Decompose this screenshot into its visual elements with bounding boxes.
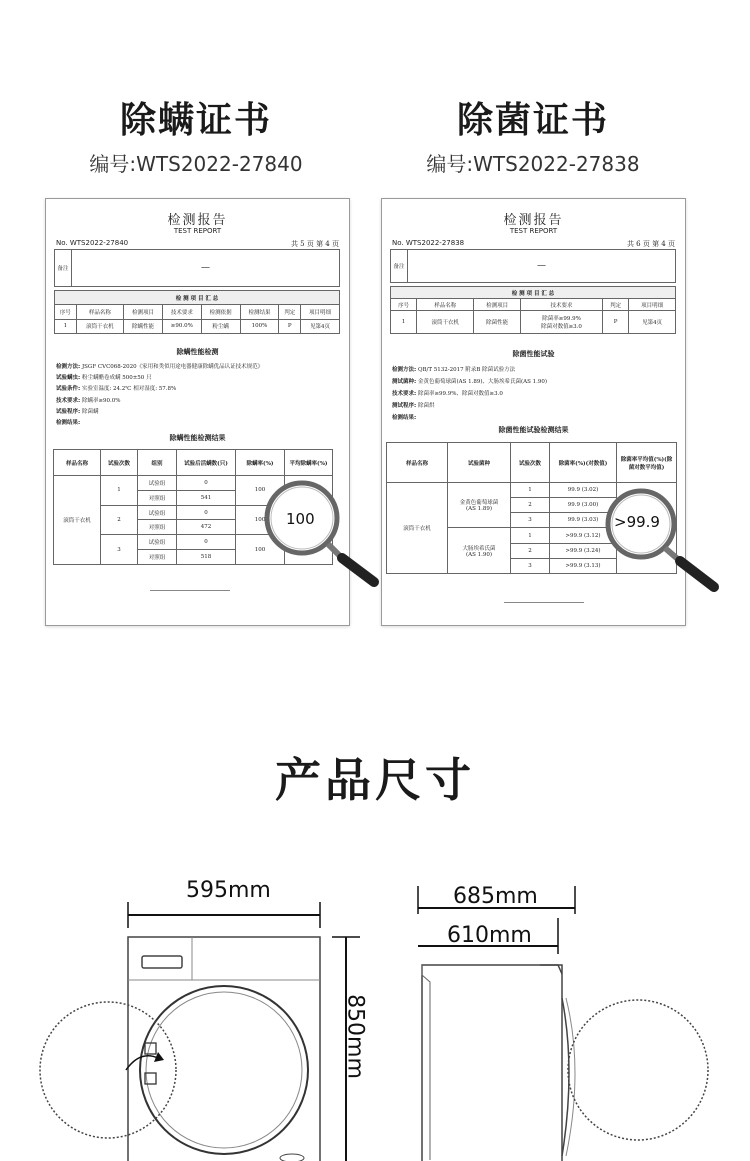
trial-number: 3 <box>101 535 138 565</box>
section-title: 除菌性能试验 <box>512 349 555 358</box>
line-value: 除菌螨 <box>81 409 99 415</box>
summary-cell: 1 <box>391 311 417 334</box>
sample-name: 滚筒干衣机 <box>387 483 448 574</box>
height-label: 850mm <box>342 994 368 1079</box>
kill-rate: >99.9 (3.13) <box>550 558 617 573</box>
cert-title-bacteria: 除菌证书 <box>456 100 609 141</box>
kill-rate: 99.9 (3.02) <box>550 483 617 498</box>
line-label: 测试菌种: <box>392 379 417 385</box>
sample-name: 滚筒干衣机 <box>54 476 101 565</box>
program-line <box>56 407 98 415</box>
dimensions-title: 产品尺寸 <box>275 753 475 807</box>
group-label: 对照组 <box>138 520 177 535</box>
summary-header: 判定 <box>603 299 629 311</box>
result-line <box>392 413 416 421</box>
line-value: JSGF CVC068-2020《家用和类似用途电器健康除螨优品认证技术规范》 <box>81 364 264 370</box>
group-label: 对照组 <box>138 490 177 505</box>
method-line <box>392 365 515 373</box>
cert-title-mite: 除螨证书 <box>119 100 272 141</box>
result-header: 除菌率平均值(%)(除菌对数平均值) <box>617 443 677 483</box>
mite-count: 541 <box>177 490 236 505</box>
result-header: 除螨率(%) <box>236 450 285 476</box>
summary-cell: 1 <box>55 319 77 333</box>
trial-number: 1 <box>101 476 138 506</box>
report-page: 共 6 页 第 4 页 <box>626 240 675 248</box>
summary-header: 项目明细 <box>629 299 676 311</box>
line-value: 除螨率≥90.0% <box>81 398 121 404</box>
trial-number: 1 <box>511 483 550 498</box>
magnified-value: >99.9 <box>614 513 660 531</box>
summary-table <box>390 286 676 334</box>
summary-cell: P <box>603 311 629 334</box>
signature-line <box>150 590 230 591</box>
requirement-line <box>56 396 121 404</box>
summary-table <box>54 290 340 334</box>
line-label: 试验螨虫: <box>56 375 81 381</box>
section-title: 除螨性能检测 <box>176 347 219 356</box>
trial-number: 2 <box>511 543 550 558</box>
summary-cell: ≥90.0% <box>162 319 201 333</box>
summary-cell: 除螨性能 <box>124 319 163 333</box>
summary-header: 样品名称 <box>417 299 474 311</box>
line-value: 实验室温度: 24.2℃ 相对湿度: 57.8% <box>81 386 177 392</box>
removal-rate: 100 <box>236 476 285 506</box>
line-label: 检测结果: <box>56 420 81 426</box>
trial-number: 2 <box>101 505 138 535</box>
result-line <box>56 418 80 426</box>
strain-code: (AS 1.89) <box>465 506 493 513</box>
summary-cell: P <box>279 319 301 333</box>
width-label: 595mm <box>186 878 271 903</box>
report-number: No. WTS2022-27840 <box>56 239 129 247</box>
trial-number: 3 <box>511 513 550 528</box>
kill-rate: 99.9 (3.00) <box>550 498 617 513</box>
summary-header: 项目明细 <box>301 305 340 319</box>
magnified-value: 100 <box>286 510 315 528</box>
line-label: 试验程序: <box>56 409 81 415</box>
strain-name <box>448 528 511 574</box>
report-title: 检测报告 <box>167 213 228 228</box>
line-value: 粉尘螨醋卷成螨 500±50 只 <box>81 375 152 381</box>
remark-value: — <box>72 250 340 287</box>
line-label: 检测方法: <box>392 367 417 373</box>
remark-value: — <box>408 250 676 283</box>
trial-number: 1 <box>511 528 550 543</box>
kill-rate: >99.9 (3.24) <box>550 543 617 558</box>
summary-cell: 见第4页 <box>301 319 340 333</box>
summary-cell: 除菌性能 <box>474 311 521 334</box>
removal-rate: 100 <box>236 535 285 565</box>
line-label: 试验条件: <box>56 386 81 392</box>
mite-count: 0 <box>177 476 236 491</box>
summary-cell: 粉尘螨 <box>201 319 240 333</box>
kill-rate: 99.9 (3.03) <box>550 513 617 528</box>
report-page: 共 5 页 第 4 页 <box>290 240 339 248</box>
mite-count: 0 <box>177 535 236 550</box>
summary-title: 检 测 项 目 汇 总 <box>55 291 340 305</box>
summary-header: 检测结果 <box>240 305 279 319</box>
result-header: 试验次数 <box>511 443 550 483</box>
result-header: 试验次数 <box>101 450 138 476</box>
front-view-diagram <box>30 880 370 1161</box>
line-label: 技术要求: <box>392 391 417 397</box>
magnifier-icon <box>604 487 726 597</box>
strain-label: 大肠埃希氏菌 <box>462 545 496 552</box>
summary-header: 判定 <box>279 305 301 319</box>
group-label: 试验组 <box>138 505 177 520</box>
result-header: 组别 <box>138 450 177 476</box>
strain-name <box>448 483 511 528</box>
depth-body-label: 610mm <box>447 923 532 948</box>
cert-number-bacteria: 编号:WTS2022-27838 <box>426 152 640 176</box>
result-header: 试验菌种 <box>448 443 511 483</box>
group-label: 试验组 <box>138 476 177 491</box>
result-header: 试验后活螨数(只) <box>177 450 236 476</box>
summary-title: 检 测 项 目 汇 总 <box>391 287 676 299</box>
signature-line <box>504 602 584 603</box>
strain-code: (AS 1.90) <box>465 551 493 558</box>
group-label: 试验组 <box>138 535 177 550</box>
report-number: No. WTS2022-27838 <box>392 239 465 247</box>
summary-cell: 除菌率≥99.9% 除菌对数值≥3.0 <box>521 311 603 334</box>
remark-table <box>390 249 676 283</box>
summary-header: 序号 <box>55 305 77 319</box>
summary-header: 技术要求 <box>521 299 603 311</box>
strain-line <box>392 377 547 385</box>
summary-header: 样品名称 <box>76 305 123 319</box>
result-title: 除螨性能检测结果 <box>169 433 226 442</box>
summary-header: 检测项目 <box>474 299 521 311</box>
summary-header: 序号 <box>391 299 417 311</box>
result-header: 除菌率(%)(对数值) <box>550 443 617 483</box>
mite-count: 518 <box>177 550 236 565</box>
result-title: 除菌性能试验检测结果 <box>498 425 569 434</box>
trial-number: 2 <box>511 498 550 513</box>
result-header: 样品名称 <box>387 443 448 483</box>
report-title: 检测报告 <box>503 213 564 228</box>
line-value: QB/T 5132-2017 附录B 除菌试验方法 <box>417 367 516 373</box>
removal-rate: 100 <box>236 505 285 535</box>
depth-total-label: 685mm <box>453 884 538 909</box>
mite-line <box>56 373 152 381</box>
kill-rate: >99.9 (3.12) <box>550 528 617 543</box>
mite-count: 0 <box>177 505 236 520</box>
summary-header: 技术要求 <box>162 305 201 319</box>
remark-label: 备注 <box>391 250 408 283</box>
cert-number-mite: 编号:WTS2022-27840 <box>89 152 303 176</box>
line-label: 测试程序: <box>392 403 417 409</box>
line-value: 除菌率≥99.9%、除菌对数值≥3.0 <box>417 391 503 397</box>
requirement-line <box>392 389 503 397</box>
summary-header: 检测依据 <box>201 305 240 319</box>
summary-cell: 滚筒干衣机 <box>417 311 474 334</box>
remark-label: 备注 <box>55 250 72 287</box>
summary-header: 检测项目 <box>124 305 163 319</box>
trial-number: 3 <box>511 558 550 573</box>
summary-cell: 见第4页 <box>629 311 676 334</box>
line-label: 检测方法: <box>56 364 81 370</box>
summary-cell: 滚筒干衣机 <box>76 319 123 333</box>
program-line <box>392 401 434 409</box>
report-subtitle: TEST REPORT <box>509 227 558 235</box>
line-label: 检测结果: <box>392 415 417 421</box>
result-header: 样品名称 <box>54 450 101 476</box>
magnifier-icon <box>262 478 384 588</box>
result-header: 平均除螨率(%) <box>285 450 333 476</box>
method-line <box>56 362 263 370</box>
remark-table <box>54 249 340 287</box>
line-value: 金黄色葡萄球菌(AS 1.89)、大肠埃希氏菌(AS 1.90) <box>417 379 548 385</box>
report-subtitle: TEST REPORT <box>173 227 222 235</box>
summary-cell: 100% <box>240 319 279 333</box>
line-value: 除菌烘 <box>417 403 435 409</box>
group-label: 对照组 <box>138 550 177 565</box>
condition-line <box>56 384 176 392</box>
strain-label: 金黄色葡萄球菌 <box>459 500 499 507</box>
line-label: 技术要求: <box>56 398 81 404</box>
mite-count: 472 <box>177 520 236 535</box>
